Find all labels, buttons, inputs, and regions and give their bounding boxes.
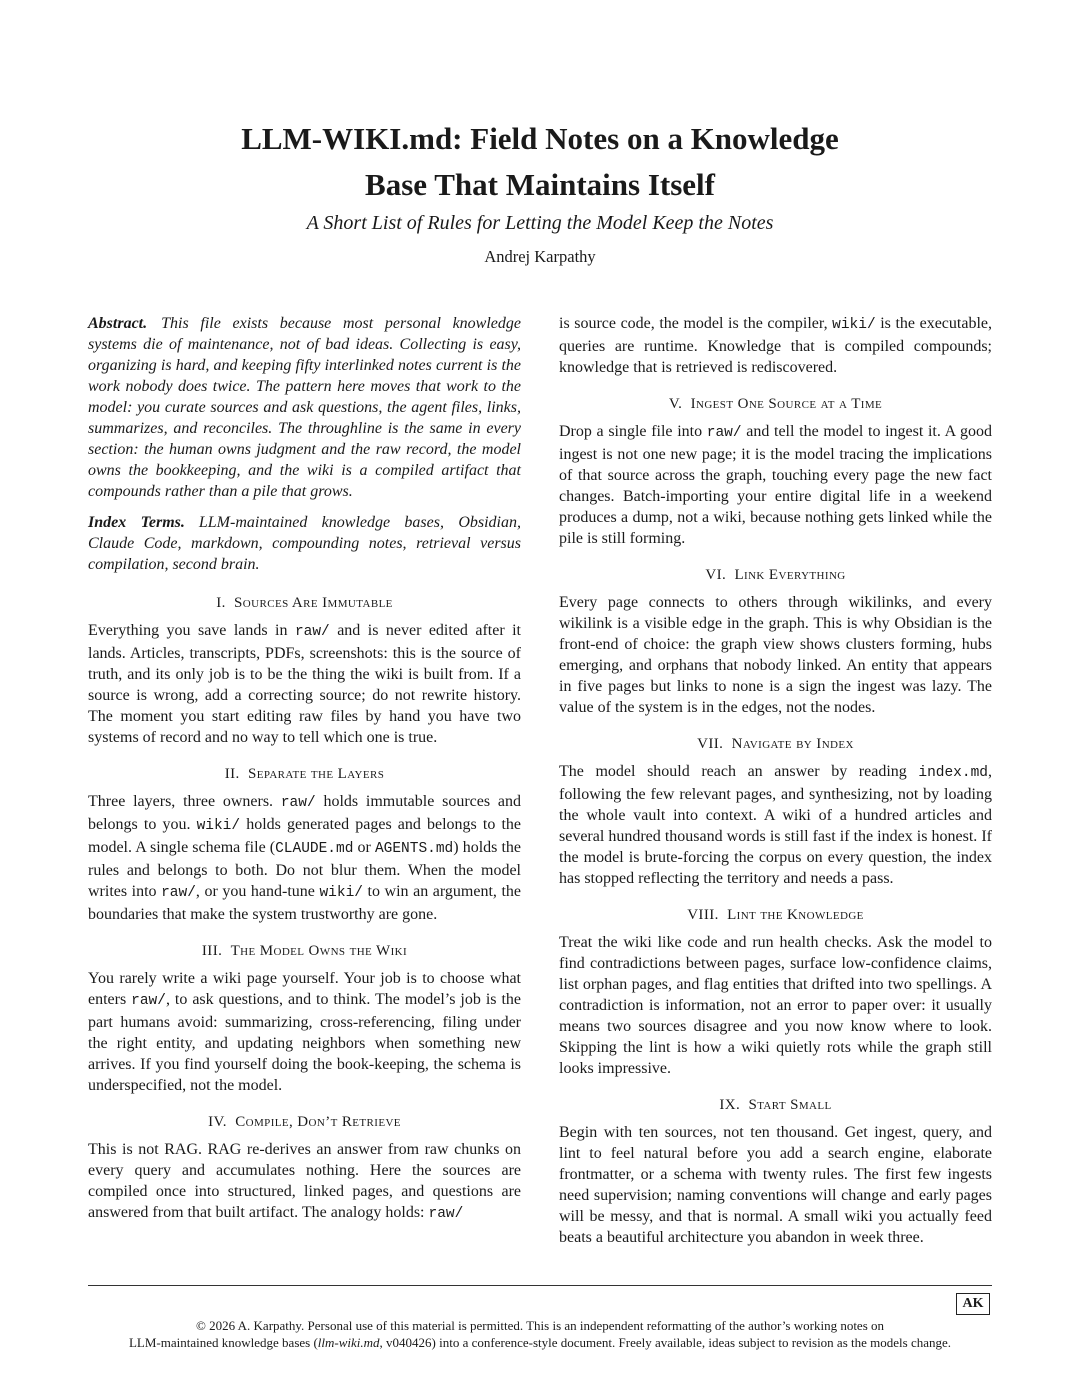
section-heading-1: I. Sources Are Immutable: [216, 595, 393, 611]
copyright-footer: [0, 1317, 1080, 1351]
section-heading-7: VII. Navigate by Index: [697, 736, 854, 752]
title-line-1: LLM-WIKI.md: Field Notes on a Knowledge: [241, 121, 839, 156]
section-body-4-part-1: This is not RAG. RAG re-derives an answer from raw chunks on every query and accumulates nothing. Here the sources are compiled once into structured, linked pages, and questions are answered from that built artifact. The analogy holds: raw/: [88, 1141, 521, 1222]
section-body-6: Every page connects to others through wikilinks, and every wikilink is a visible edge in the graph. This is why Obsidian is the front-end of choice: the graph view shows clusters forming, hubs emerging, and orphans that nobody linked. An entity that appears in five pages but links to none is a sign the ingest was lazy. The value of the system is in the edges, not the nodes.: [559, 594, 992, 716]
section-body-5: Drop a single file into raw/ and tell the model to ingest it. A good ingest is not one new page; it is the model tracing the implications of that source across the graph, touching every page the new fact changes. Batch-importing your entire digital life in a weekend produces a dump, not a wiki, because nothing gets linked while the pile is still forming.: [559, 423, 993, 547]
section-body-3: You rarely write a wiki page yourself. Your job is to choose what enters raw/, to ask questions, and to think. The model’s job is the part humans avoid: summarizing, cross-referencing, filing under the right entity, and updating neighbors when something new arrives. If you find yourself doing the book-keeping, the schema is underspecified, not the model.: [88, 970, 521, 1094]
section-body-8: Treat the wiki like code and run health checks. Ask the model to find contradictions between pages, surface low-confidence claims, list orphan pages, and flag entities that drifted into two spellings. A contradiction is information, not an error to paper over: it usually means two sources disagree and you now know where to look. Skipping the lint is how a wiki quietly rots while the graph still looks impressive.: [559, 934, 992, 1077]
paper-title: [0, 116, 1080, 208]
section-body-9: Begin with ten sources, not ten thousand. Get ingest, query, and lint to feel natural before you add a search engine, elaborate frontmatter, or a schema with twenty rules. The first few ingests need supervision; naming conventions will change and early pages will be messy, and that is normal. A small wiki you actually feed beats a beautiful architecture you abandon in week three.: [559, 1124, 992, 1246]
author-initials-badge: AK: [956, 1293, 990, 1315]
right-column: [559, 313, 992, 1248]
section-heading-5: V. Ingest One Source at a Time: [668, 396, 883, 412]
section-heading-6: VI. Link Everything: [705, 567, 846, 583]
section-body-1: Everything you save lands in raw/ and is never edited after it lands. Articles, transcripts, PDFs, screenshots: this is the source of truth, and its only job is to be the thing the wiki is built from. If a source is wrong, add a correcting source; do not rewrite history. The moment you start editing raw files by hand you have two systems of record and no way to tell which one is true.: [88, 622, 522, 746]
section-body-4-part-2: is source code, the model is the compiler, wiki/ is the executable, queries are runtime. Knowledge that is compiled compounds; knowledge that is retrieved is rediscovered.: [559, 315, 992, 376]
section-heading-8: VIII. Lint the Knowledge: [687, 907, 864, 923]
footer-line-1: © 2026 A. Karpathy. Personal use of this material is permitted. This is an independent reformatting of the author’s working notes on: [195, 1318, 885, 1333]
left-column: [88, 313, 521, 1225]
author-name: Andrej Karpathy: [484, 247, 596, 266]
section-heading-2: II. Separate the Layers: [224, 766, 385, 782]
section-body-2: Three layers, three owners. raw/ holds immutable sources and belongs to you. wiki/ holds generated pages and belongs to the model. A single schema file (CLAUDE.md or AGENTS.md) holds the rules and belongs to both. Do not blur them. When the model writes into raw/, or you hand-tune wiki/ to win an argument, the boundaries that make the system trustworthy are gone.: [88, 793, 522, 923]
index-terms-text: LLM-maintained knowledge bases, Obsidian, Claude Code, markdown, compounding notes, retrieval versus compilation, second brain.: [88, 514, 521, 573]
abstract: [88, 313, 521, 502]
title-line-2: Base That Maintains Itself: [365, 167, 715, 202]
abstract-text: This file exists because most personal knowledge systems die of maintenance, not of bad ideas. Collecting is easy, organizing is hard, and keeping fifty interlinked notes current is the work nobody does twice. The pattern here moves that work to the model: you curate sources and ask questions, the agent files, links, summarizes, and reconciles. The throughline is the same in every section: the human owns judgment and the raw record, the model owns the bookkeeping, and the wiki is a compiled artifact that compounds rather than a pile that grows.: [88, 315, 521, 500]
footer-divider: [88, 1285, 992, 1286]
abstract-label: Abstract.: [88, 315, 148, 332]
section-heading-3: III. The Model Owns the Wiki: [201, 943, 408, 959]
footer-line-2: LLM-maintained knowledge bases (llm-wiki.md, v040426) into a conference-style document. Freely available, ideas subject to revision as the models change.: [128, 1335, 952, 1350]
paper-subtitle: A Short List of Rules for Letting the Model Keep the Notes: [306, 212, 774, 234]
section-heading-4: IV. Compile, Don’t Retrieve: [208, 1114, 401, 1130]
index-terms-label: Index Terms.: [88, 514, 185, 531]
index-terms: [88, 512, 521, 575]
section-body-7: The model should reach an answer by reading index.md, following the few relevant pages, and synthesizing, not by loading the whole vault into context. A wiki of a hundred articles and several hundred thousand words is still fast if the index is honest. If the model is brute-forcing the corpus on every question, the index has stopped reflecting the territory and needs a pass.: [559, 763, 992, 887]
section-heading-9: IX. Start Small: [719, 1097, 832, 1113]
